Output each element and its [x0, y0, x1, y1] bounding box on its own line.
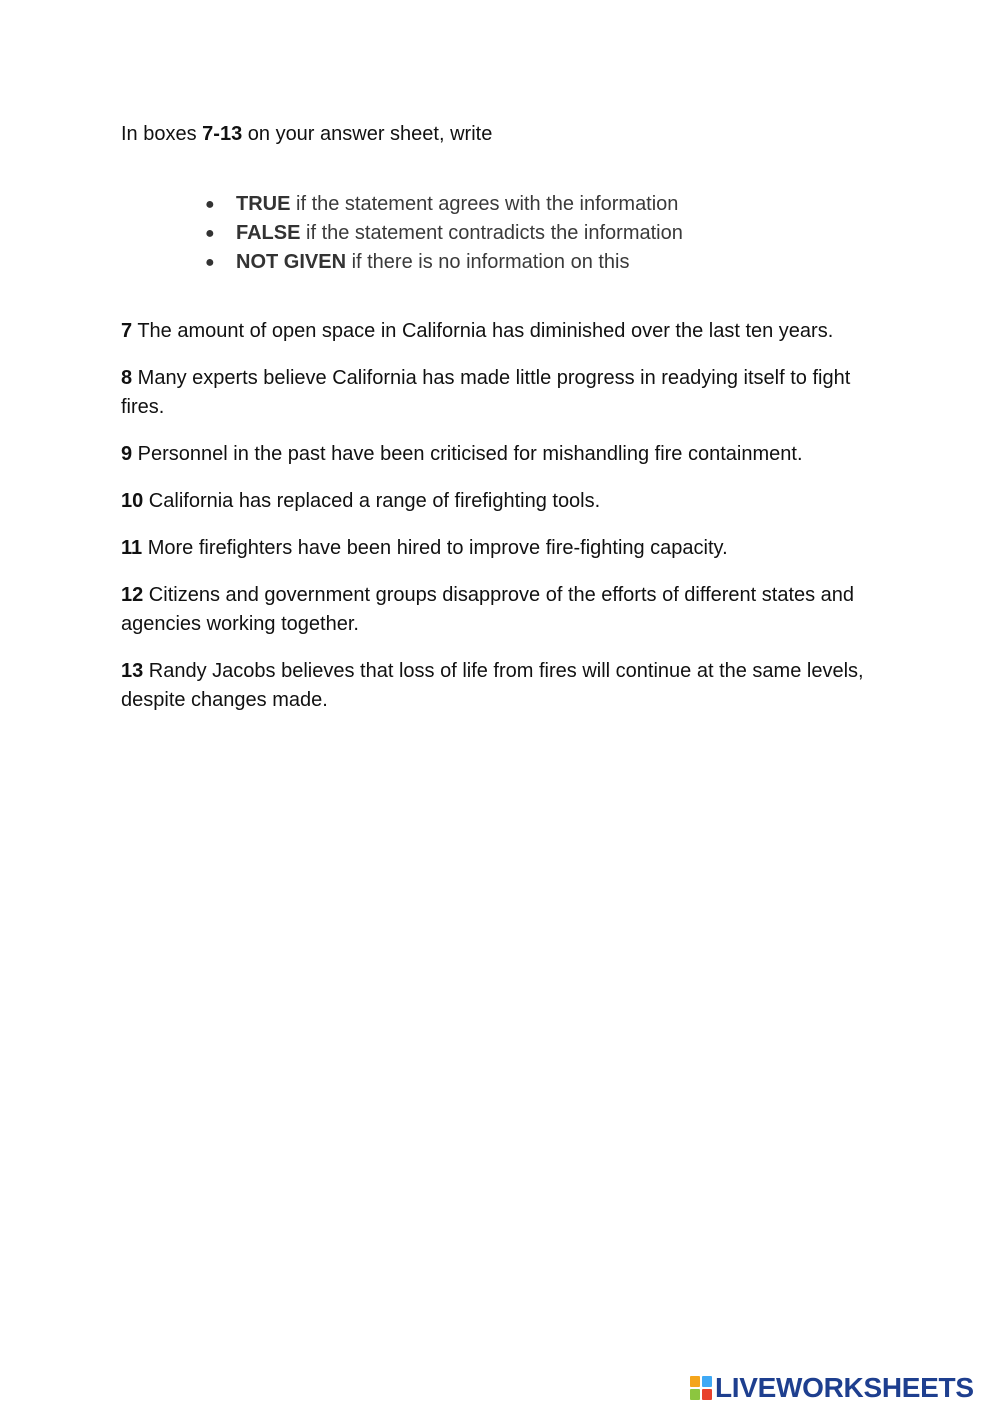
option-description: if the statement agrees with the information [290, 193, 679, 215]
questions-list [121, 317, 891, 733]
question-text: Randy Jacobs believes that loss of life from fires will continue at the same levels, despite changes made. [121, 660, 864, 711]
question-11 [121, 534, 891, 563]
logo-text: LIVEWORKSHEETS [715, 1372, 974, 1403]
option-true [205, 190, 683, 219]
question-text: The amount of open space in California has diminished over the last ten years. [132, 320, 834, 342]
liveworksheets-logo[interactable] [690, 1372, 974, 1404]
instruction-suffix: on your answer sheet, write [242, 123, 493, 145]
question-7 [121, 317, 891, 346]
logo-tile [690, 1376, 700, 1387]
question-number: 13 [121, 660, 144, 682]
question-text: Citizens and government groups disapprove of the efforts of different states and agencies working together. [121, 584, 855, 635]
question-number: 9 [121, 443, 133, 465]
question-number: 11 [121, 537, 143, 559]
question-number: 8 [121, 367, 133, 389]
option-term: TRUE [236, 193, 291, 215]
bullet-icon: ● [205, 254, 215, 271]
option-description: if the statement contradicts the information [300, 222, 683, 244]
option-not-given [205, 248, 683, 277]
logo-tile [702, 1389, 712, 1400]
logo-tile [690, 1389, 700, 1400]
question-9 [121, 440, 891, 469]
logo-tile [702, 1376, 712, 1387]
instruction-prefix: In boxes [121, 123, 203, 145]
bullet-icon: ● [205, 196, 215, 213]
bullet-icon: ● [205, 225, 215, 242]
answer-options-list [205, 190, 683, 277]
question-text: Personnel in the past have been criticised for mishandling fire containment. [132, 443, 803, 465]
instruction-line [121, 120, 492, 148]
question-10 [121, 487, 891, 516]
option-term: NOT GIVEN [236, 251, 347, 273]
question-number: 12 [121, 584, 144, 606]
question-number: 7 [121, 320, 133, 342]
question-number: 10 [121, 490, 144, 512]
option-description: if there is no information on this [346, 251, 630, 273]
question-text: Many experts believe California has made little progress in readying itself to fight fires. [121, 367, 851, 418]
instruction-range: 7-13 [202, 123, 243, 145]
question-text: More firefighters have been hired to improve fire-fighting capacity. [142, 537, 728, 559]
option-false [205, 219, 683, 248]
question-13 [121, 657, 891, 715]
question-12 [121, 581, 891, 639]
liveworksheets-logo-icon [690, 1376, 712, 1400]
question-text: California has replaced a range of firefighting tools. [143, 490, 601, 512]
option-term: FALSE [236, 222, 301, 244]
question-8 [121, 364, 891, 422]
